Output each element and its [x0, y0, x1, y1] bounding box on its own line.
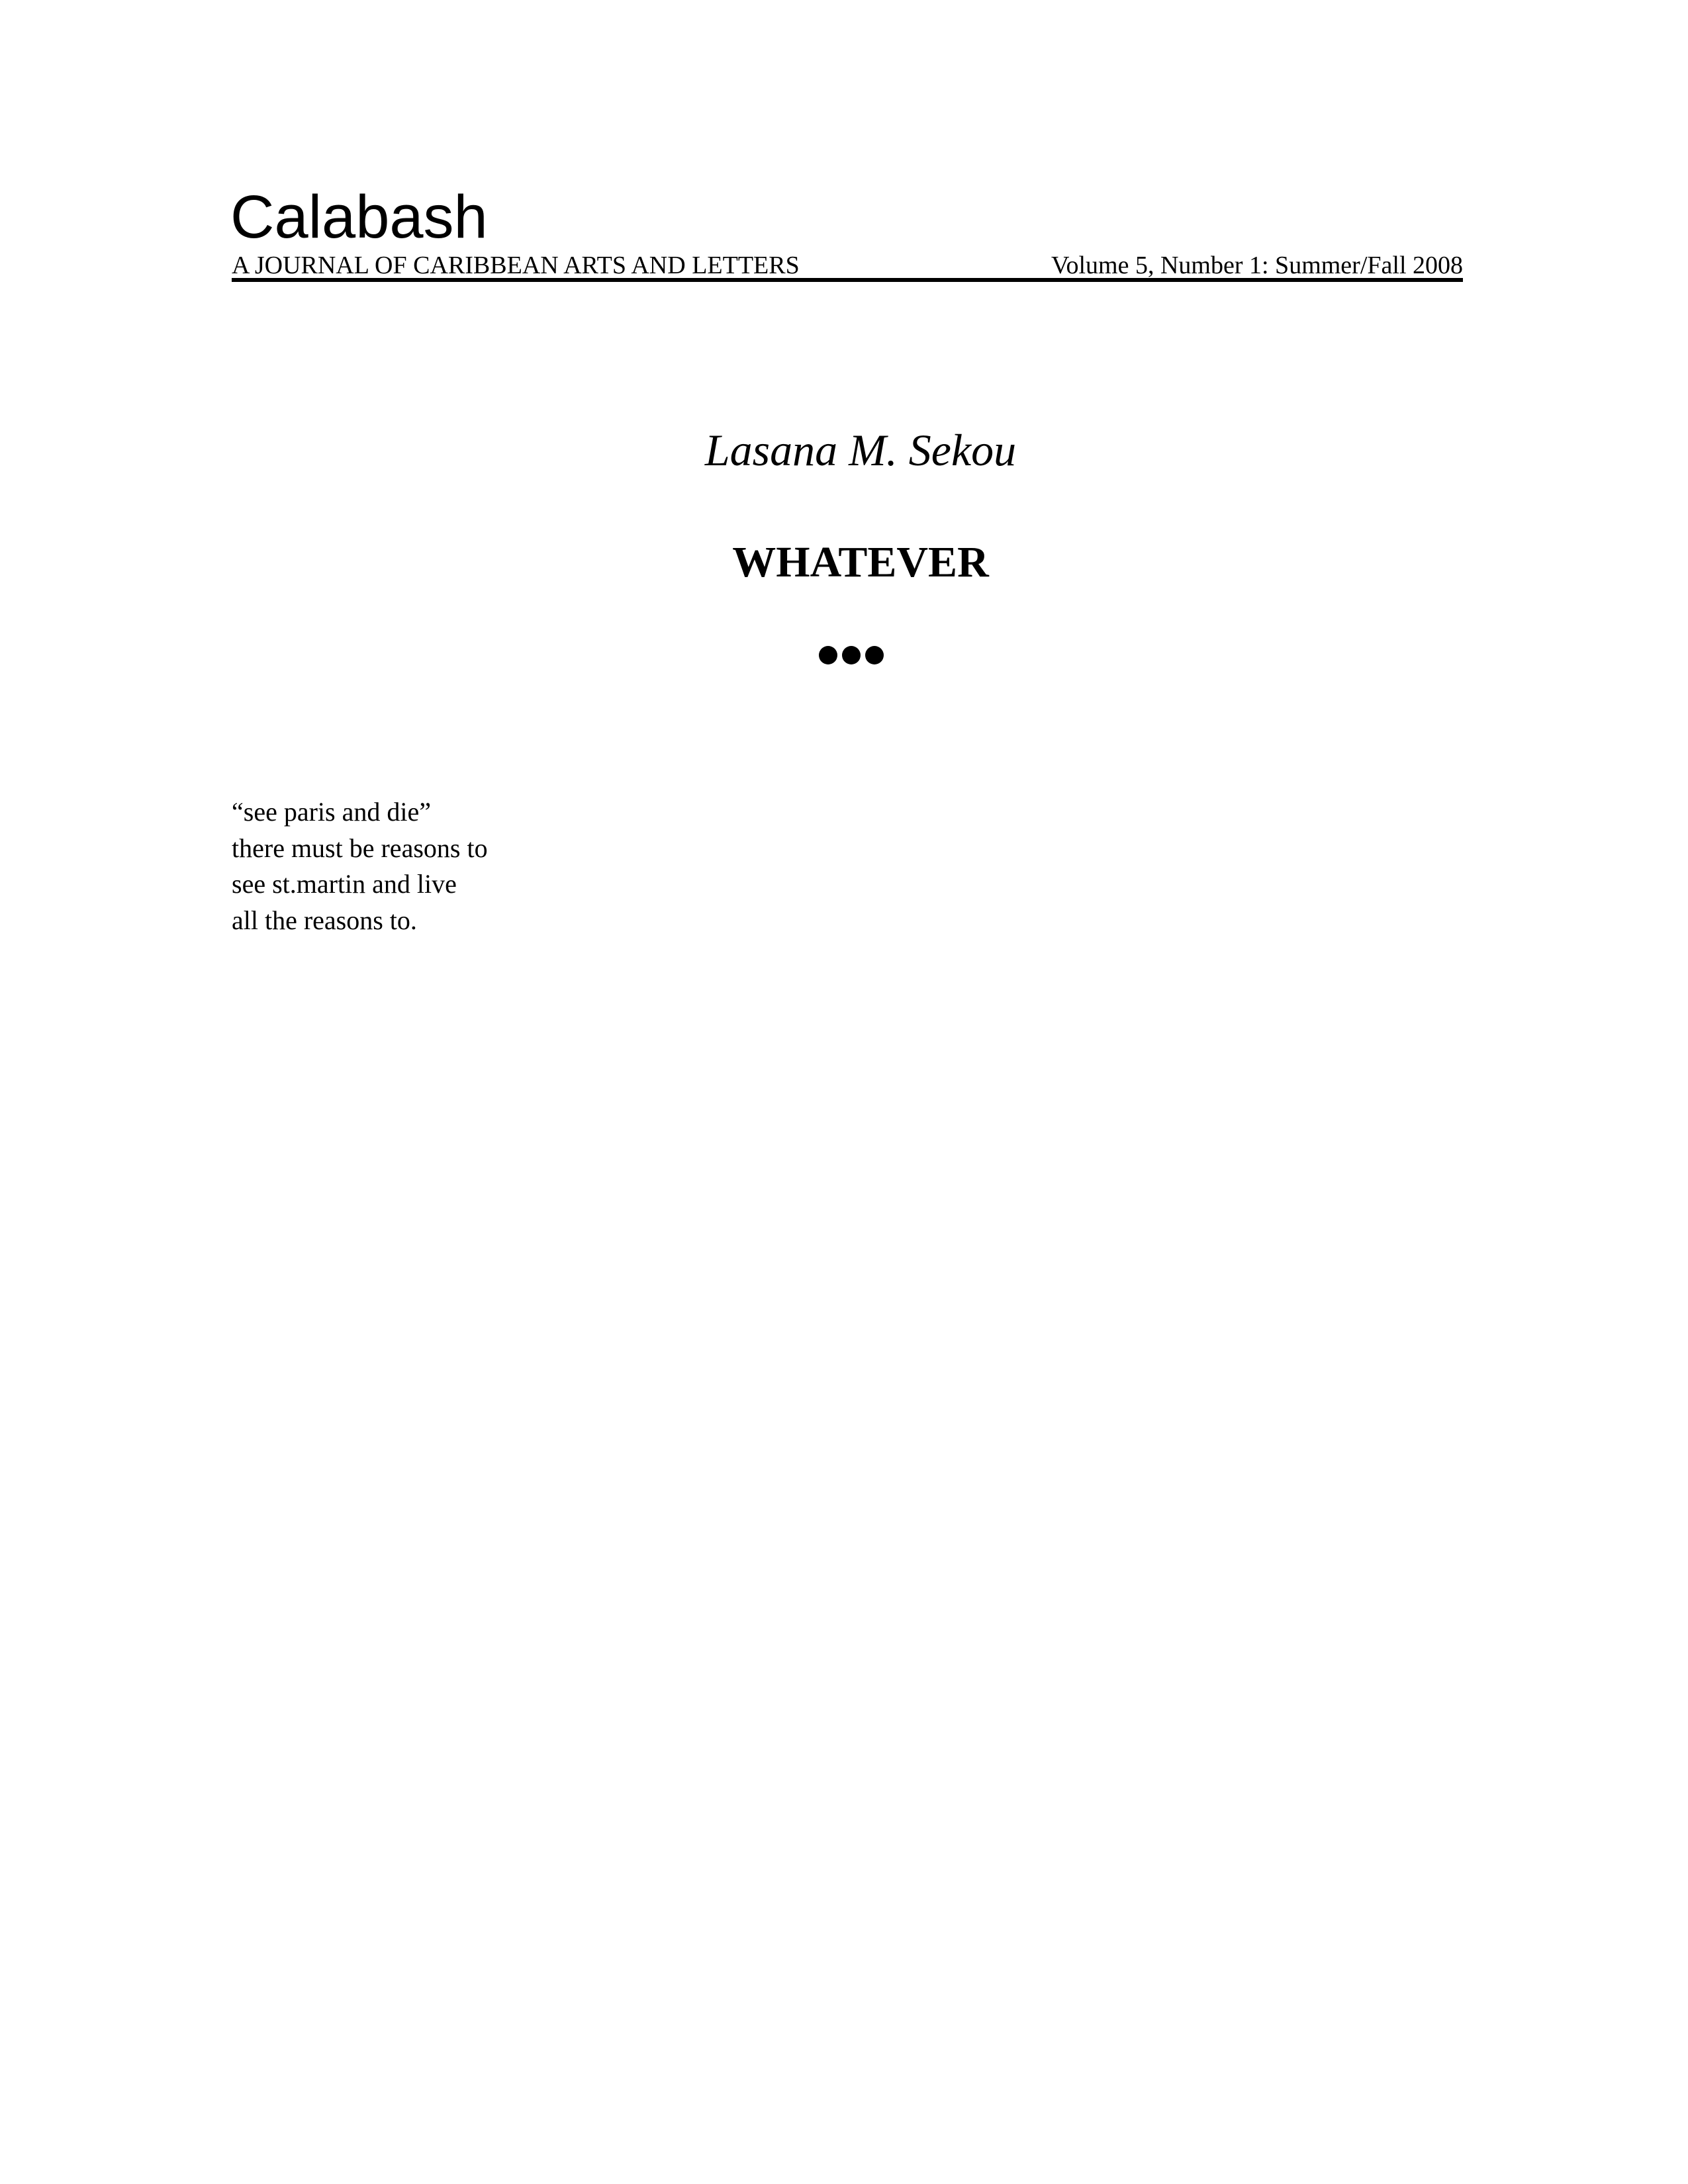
journal-title: Calabash	[230, 183, 488, 251]
bullet-dot-icon	[865, 646, 884, 664]
bullet-dot-icon	[819, 646, 837, 664]
poem-line: there must be reasons to	[232, 833, 488, 863]
issue-info: Volume 5, Number 1: Summer/Fall 2008	[1051, 251, 1463, 279]
header-divider	[232, 278, 1463, 282]
author-name: Lasana M. Sekou	[704, 425, 1017, 475]
section-ornament-icon	[819, 646, 884, 664]
poem-line: all the reasons to.	[232, 905, 417, 935]
poem-line: “see paris and die”	[232, 797, 431, 827]
bullet-dot-icon	[842, 646, 861, 664]
poem-line: see st.martin and live	[232, 869, 457, 899]
poem-body	[232, 794, 488, 938]
journal-header-row	[232, 250, 1463, 281]
poem-title: WHATEVER	[732, 538, 989, 586]
journal-subtitle: A JOURNAL OF CARIBBEAN ARTS AND LETTERS	[232, 251, 800, 279]
